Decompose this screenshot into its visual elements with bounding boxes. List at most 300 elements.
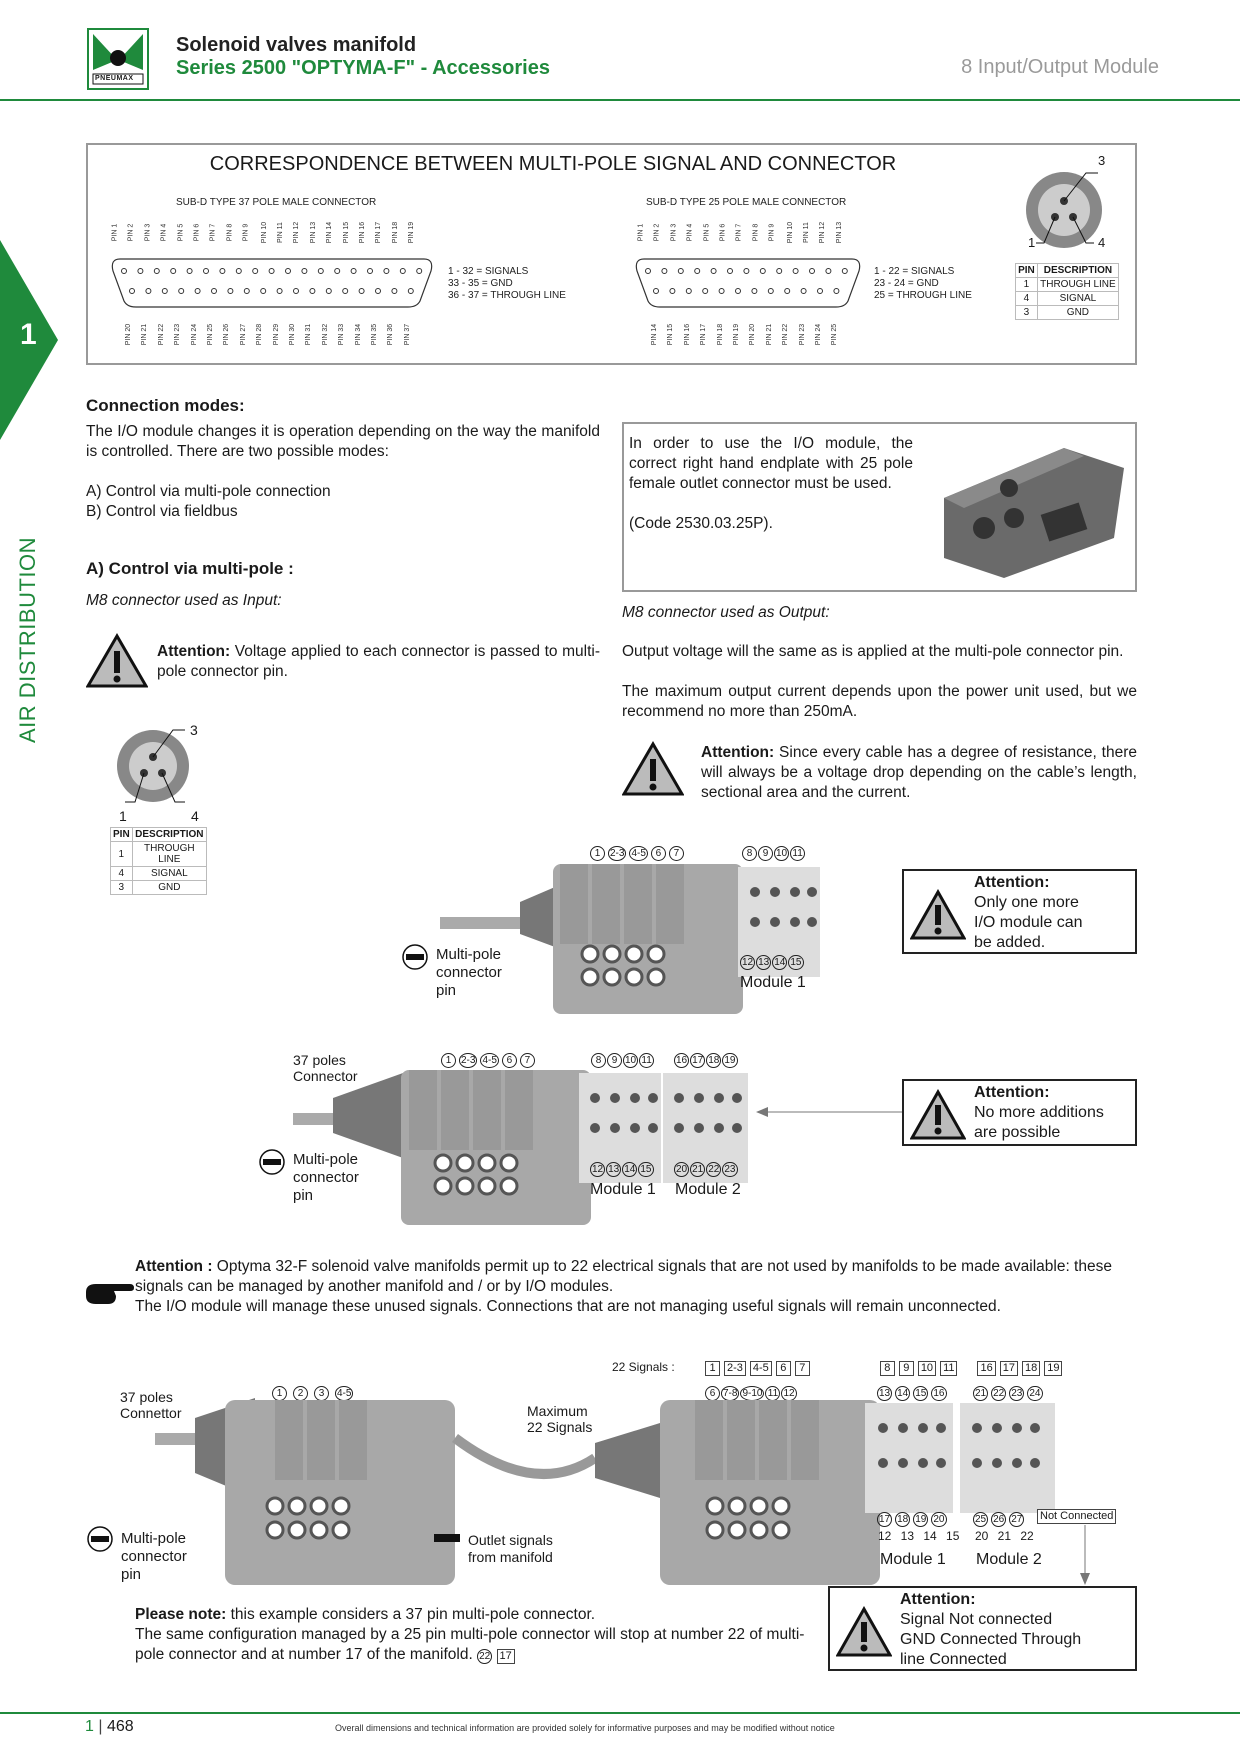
description-header: DESCRIPTION bbox=[132, 828, 206, 842]
circled-number: 4-5 bbox=[337, 1388, 352, 1399]
signal-box: 2-3 bbox=[724, 1361, 746, 1376]
desc-cell: THROUGH LINE bbox=[132, 842, 206, 867]
pin-label: PIN 19 bbox=[408, 221, 416, 244]
pin-dot bbox=[179, 289, 184, 294]
pin-label: PIN 13 bbox=[310, 221, 317, 244]
pin-label: PIN 31 bbox=[305, 323, 313, 346]
connector-37-label: 37 poles Connector bbox=[293, 1052, 358, 1084]
pin-label: PIN 27 bbox=[240, 323, 247, 346]
pin-label: PIN 10 bbox=[786, 221, 794, 244]
pin-dot bbox=[146, 289, 151, 294]
circled-number: 14 bbox=[897, 1388, 909, 1399]
pin-label: PIN 16 bbox=[359, 221, 367, 244]
pin-label: PIN 15 bbox=[667, 323, 675, 346]
legend-line: 1 - 22 = SIGNALS bbox=[874, 266, 955, 277]
circled-number: 25 bbox=[975, 1514, 987, 1525]
pin-label: PIN 6 bbox=[193, 223, 201, 242]
pneumax-logo bbox=[87, 28, 149, 90]
pin-dot bbox=[310, 289, 315, 294]
signals-row bbox=[705, 1358, 1085, 1376]
pin-dot bbox=[670, 289, 675, 294]
note-text: Optyma 32-F solenoid valve manifolds permit up to 22 electrical signals that are not used by manifolds to be made available: these signals can be managed by another manifold and / or by I/O modules. bbox=[135, 1258, 1112, 1295]
footer-disclaimer: Overall dimensions and technical information are provided solely for informative purposes and may be modified without notice bbox=[335, 1723, 835, 1733]
module1-label: Module 1 bbox=[740, 974, 806, 991]
warning-icon bbox=[622, 741, 684, 797]
legend-outlet-signals: Outlet signals from manifold bbox=[468, 1532, 553, 1565]
circled-number: 15 bbox=[790, 957, 802, 968]
pin-dot bbox=[359, 289, 364, 294]
attention-bold: Attention: bbox=[701, 744, 775, 761]
circled-number: 6 bbox=[705, 1386, 720, 1401]
conn25-shell bbox=[632, 255, 864, 311]
pin-label: PIN 18 bbox=[392, 221, 399, 244]
output-text-1: Output voltage will the same as is applied at the multi-pole connector pin. bbox=[622, 643, 1124, 660]
max-signals-label: Maximum 22 Signals bbox=[527, 1403, 593, 1435]
pin-cell: 1 bbox=[1016, 278, 1038, 292]
attention-text: Only one more I/O module can be added. bbox=[974, 894, 1083, 951]
diagram3-module2-bottom bbox=[973, 1509, 1027, 1527]
m8-label-4: 4 bbox=[1098, 235, 1106, 250]
desc-cell: GND bbox=[1037, 306, 1118, 320]
pin-dot bbox=[138, 269, 143, 274]
footer-chapter: 1 bbox=[85, 1718, 94, 1735]
input-caption: M8 connector used as Input: bbox=[86, 592, 282, 609]
attention-text: No more additions are possible bbox=[974, 1104, 1104, 1141]
page-number: 1 | 468 bbox=[85, 1718, 134, 1735]
diagram3-module1-bottom bbox=[877, 1509, 950, 1527]
diagram2-module1-bottom bbox=[590, 1159, 655, 1177]
arrow-icon bbox=[756, 1105, 904, 1119]
pin-label: PIN 33 bbox=[338, 323, 346, 346]
pin-dot bbox=[768, 289, 773, 294]
page-title: Solenoid valves manifold bbox=[176, 34, 417, 56]
pin-dot bbox=[326, 289, 331, 294]
signal-box: 18 bbox=[1022, 1361, 1040, 1376]
circled-number: 13 bbox=[879, 1388, 891, 1399]
circled-number: 21 bbox=[975, 1388, 987, 1399]
pin-label: PIN 22 bbox=[782, 323, 790, 346]
pin-label: PIN 7 bbox=[209, 223, 217, 242]
attention-box-1 bbox=[902, 869, 1137, 954]
circled-number: 7-8 bbox=[723, 1388, 738, 1399]
warning-icon bbox=[86, 633, 148, 689]
pin-cell: 3 bbox=[111, 881, 133, 895]
attention-text: Since every cable has a degree of resistance, there will always be a voltage drop depending on the cable’s length, sectional area and the current. bbox=[701, 744, 1137, 801]
circled-number: 17 bbox=[879, 1514, 891, 1525]
pin-dot bbox=[785, 289, 790, 294]
pin-label: PIN 7 bbox=[735, 223, 743, 242]
pin-label: PIN 2 bbox=[127, 223, 135, 242]
circled-number: 2-3 bbox=[461, 1055, 476, 1066]
pin-label: PIN 24 bbox=[190, 323, 198, 346]
legend-multipole-pin: Multi-pole connector pin bbox=[436, 946, 502, 999]
pin-label: PIN 24 bbox=[815, 323, 823, 346]
circled-number: 14 bbox=[624, 1164, 636, 1175]
pin-table-small bbox=[110, 827, 207, 895]
diagram2-module1-top bbox=[591, 1050, 655, 1068]
pin-label: PIN 25 bbox=[831, 323, 839, 346]
m8-label-1: 1 bbox=[1028, 235, 1036, 250]
pin-dot bbox=[384, 269, 389, 274]
pin-label: PIN 26 bbox=[223, 323, 231, 346]
pin-dot bbox=[654, 289, 659, 294]
chapter-number: 1 bbox=[20, 318, 37, 351]
connection-modes-heading: Connection modes: bbox=[86, 396, 245, 415]
signal-box: 17 bbox=[1000, 1361, 1018, 1376]
signal-box: 7 bbox=[795, 1361, 810, 1376]
circled-number: 22 bbox=[993, 1388, 1005, 1399]
pin-label: PIN 11 bbox=[276, 222, 284, 243]
pin-dot bbox=[261, 289, 266, 294]
circled-number: 24 bbox=[1029, 1388, 1041, 1399]
conn37-title: SUB-D TYPE 37 POLE MALE CONNECTOR bbox=[176, 197, 377, 208]
circled-number: 9 bbox=[607, 1053, 622, 1068]
conn37-shell bbox=[108, 255, 436, 311]
pointing-hand-icon bbox=[84, 1278, 134, 1308]
pin-dot bbox=[171, 269, 176, 274]
please-text: this example considers a 37 pin multi-pole connector. bbox=[226, 1606, 596, 1623]
circled-number: 9-10 bbox=[742, 1388, 763, 1399]
connettor-37-label: 37 poles Connettor bbox=[120, 1389, 182, 1421]
attention-note bbox=[135, 1257, 1140, 1317]
pin-dot bbox=[777, 269, 782, 274]
pin-dot bbox=[335, 269, 340, 274]
circled-number: 7 bbox=[520, 1053, 535, 1068]
circled-number: 2-3 bbox=[610, 848, 625, 859]
pin-dot bbox=[220, 269, 225, 274]
minus-circle-icon bbox=[401, 943, 429, 971]
m8-small-label-1: 1 bbox=[119, 808, 127, 824]
control-a-heading: A) Control via multi-pole : bbox=[86, 559, 294, 578]
attention-bold: Attention: bbox=[157, 643, 231, 660]
attention-title: Attention: bbox=[900, 1591, 976, 1608]
pin-dot bbox=[662, 269, 667, 274]
attention-title: Attention: bbox=[974, 874, 1050, 891]
signal-box: 4-5 bbox=[750, 1361, 772, 1376]
conn37-top-pins bbox=[110, 213, 416, 253]
pin-table bbox=[1015, 263, 1119, 320]
attention-title: Attention: bbox=[974, 1084, 1050, 1101]
pin-label: PIN 3 bbox=[144, 223, 152, 242]
pin-dot bbox=[834, 289, 839, 294]
pin-dot bbox=[212, 289, 217, 294]
pin-label: PIN 4 bbox=[160, 223, 168, 242]
m8-small-label-3: 3 bbox=[190, 722, 198, 738]
circled-number: 12 bbox=[742, 957, 754, 968]
circled-number: 8 bbox=[742, 846, 757, 861]
pin-dot bbox=[130, 289, 135, 294]
signals-label: 22 Signals : bbox=[612, 1360, 675, 1374]
pin-label: PIN 9 bbox=[768, 223, 776, 242]
circled-number: 19 bbox=[915, 1514, 927, 1525]
pin-label: PIN 1 bbox=[111, 223, 119, 242]
outlet-signal-icon bbox=[434, 1534, 460, 1542]
pin-label: PIN 8 bbox=[752, 223, 760, 242]
conn25-legend bbox=[874, 266, 972, 302]
vertical-chapter-label: AIR DISTRIBUTION bbox=[15, 536, 40, 744]
circled-number: 2 bbox=[293, 1386, 308, 1401]
pin-dot bbox=[392, 289, 397, 294]
pin-dot bbox=[801, 289, 806, 294]
pin-label: PIN 12 bbox=[293, 221, 301, 244]
pin-dot bbox=[236, 269, 241, 274]
circled-number: 22 bbox=[708, 1164, 720, 1175]
mode-b: B) Control via fieldbus bbox=[86, 503, 238, 520]
pin-dot bbox=[302, 269, 307, 274]
boxed-number: 17 bbox=[497, 1649, 515, 1664]
desc-cell: GND bbox=[132, 881, 206, 895]
pin-dot bbox=[294, 289, 299, 294]
pin-dot bbox=[752, 289, 757, 294]
pin-dot bbox=[187, 269, 192, 274]
pin-cell: 4 bbox=[111, 867, 133, 881]
pin-label: PIN 11 bbox=[802, 222, 810, 243]
pin-label: PIN 10 bbox=[260, 221, 268, 244]
legend-line: 25 = THROUGH LINE bbox=[874, 290, 972, 301]
desc-cell: SIGNAL bbox=[132, 867, 206, 881]
diagram2-module2-bottom bbox=[674, 1159, 739, 1177]
pin-label: PIN 17 bbox=[700, 323, 708, 346]
pin-label: PIN 9 bbox=[242, 223, 250, 242]
pin-label: PIN 18 bbox=[716, 323, 724, 346]
pin-dot bbox=[195, 289, 200, 294]
pin-label: PIN 14 bbox=[326, 221, 334, 244]
desc-cell: THROUGH LINE bbox=[1037, 278, 1118, 292]
please-bold: Please note: bbox=[135, 1606, 227, 1623]
legend-line: 23 - 24 = GND bbox=[874, 278, 939, 289]
pin-dot bbox=[744, 269, 749, 274]
pin-label: PIN 14 bbox=[651, 323, 659, 346]
footer-page: 468 bbox=[106, 1718, 134, 1735]
signal-box: 8 bbox=[880, 1361, 895, 1376]
circled-number: 27 bbox=[1011, 1514, 1023, 1525]
circled-number: 23 bbox=[724, 1164, 736, 1175]
diagram2-top-numbers bbox=[441, 1050, 538, 1068]
pin-dot bbox=[343, 289, 348, 294]
circled-number: 16 bbox=[933, 1388, 945, 1399]
pin-dot bbox=[277, 289, 282, 294]
pin-dot bbox=[408, 289, 413, 294]
signal-box: 10 bbox=[918, 1361, 936, 1376]
circled-number: 1 bbox=[590, 846, 605, 861]
circled-number: 11 bbox=[639, 1053, 654, 1068]
attention-box-3 bbox=[828, 1586, 1137, 1671]
pin-label: PIN 5 bbox=[702, 223, 710, 242]
pin-dot bbox=[351, 269, 356, 274]
pin-label: PIN 3 bbox=[670, 223, 678, 242]
pin-label: PIN 13 bbox=[836, 221, 843, 244]
module1-label: Module 1 bbox=[590, 1181, 656, 1198]
circled-number: 12 bbox=[592, 1164, 604, 1175]
connection-modes-text: The I/O module changes it is operation depending on the way the manifold is controlled. There are two possible modes: bbox=[86, 423, 600, 460]
circled-number: 1 bbox=[272, 1386, 287, 1401]
section-label: 8 Input/Output Module bbox=[961, 56, 1159, 78]
pin-dot bbox=[810, 269, 815, 274]
pin-label: PIN 21 bbox=[766, 323, 773, 346]
conn25-top-pins bbox=[636, 213, 846, 253]
correspondence-panel bbox=[86, 143, 1137, 365]
diagram2-module2-top bbox=[674, 1050, 739, 1068]
correspondence-title: CORRESPONDENCE BETWEEN MULTI-POLE SIGNAL AND CONNECTOR bbox=[209, 153, 897, 175]
attention-box-2 bbox=[902, 1079, 1137, 1146]
circled-number: 10 bbox=[776, 848, 788, 859]
output-caption: M8 connector used as Output: bbox=[622, 604, 830, 621]
pin-label: PIN 1 bbox=[637, 223, 645, 242]
pin-label: PIN 22 bbox=[158, 323, 165, 346]
signal-box: 1 bbox=[705, 1361, 720, 1376]
note-text-2: The I/O module will manage these unused signals. Connections that are not managing useful signals will remain unconnected. bbox=[135, 1298, 1001, 1315]
pin-label: PIN 4 bbox=[686, 223, 694, 242]
info-code: (Code 2530.03.25P). bbox=[629, 515, 773, 532]
pin-cell: 3 bbox=[1016, 306, 1038, 320]
pin-dot bbox=[204, 269, 209, 274]
diagram3-module1-bottom2: 12 13 14 15 bbox=[878, 1529, 960, 1543]
pin-dot bbox=[286, 269, 291, 274]
pin-dot bbox=[154, 269, 159, 274]
conn37-bottom-pins bbox=[118, 315, 418, 355]
conn25-title: SUB-D TYPE 25 POLE MALE CONNECTOR bbox=[646, 197, 847, 208]
logo-text: PNEUMAX bbox=[95, 75, 134, 82]
pin-label: PIN 35 bbox=[371, 323, 379, 346]
info-text: In order to use the I/O module, the correct right hand endplate with 25 pole female outlet connector must be used. bbox=[629, 435, 913, 492]
circled-number: 10 bbox=[625, 1055, 637, 1066]
circled-number: 16 bbox=[676, 1055, 688, 1066]
m8-label-3: 3 bbox=[1098, 153, 1106, 168]
circled-number: 18 bbox=[708, 1055, 720, 1066]
circled-number: 17 bbox=[692, 1055, 704, 1066]
legend-line: 36 - 37 = THROUGH LINE bbox=[448, 290, 566, 301]
pin-dot bbox=[678, 269, 683, 274]
m8-small-label-4: 4 bbox=[191, 808, 199, 824]
diagram1-module-bottom-numbers bbox=[740, 952, 805, 970]
pin-header: PIN bbox=[111, 828, 133, 842]
circled-number: 3 bbox=[314, 1386, 329, 1401]
circled-number: 1 bbox=[441, 1053, 456, 1068]
pin-label: PIN 29 bbox=[272, 323, 280, 346]
pin-label: PIN 23 bbox=[174, 323, 182, 346]
circled-number: 9 bbox=[758, 846, 773, 861]
pin-label: PIN 32 bbox=[322, 323, 329, 346]
pin-label: PIN 30 bbox=[289, 323, 297, 346]
output-text-2: The maximum output current depends upon the power unit used, but we recommend no more than 250mA. bbox=[622, 683, 1137, 720]
pin-dot bbox=[228, 289, 233, 294]
please-note bbox=[135, 1605, 815, 1665]
pin-label: PIN 20 bbox=[749, 323, 757, 346]
pin-label: PIN 8 bbox=[226, 223, 234, 242]
pin-cell: 1 bbox=[111, 842, 133, 867]
pin-label: PIN 36 bbox=[387, 323, 395, 346]
circled-number: 18 bbox=[897, 1514, 909, 1525]
signal-box: 16 bbox=[977, 1361, 995, 1376]
circled-number: 20 bbox=[933, 1514, 945, 1525]
circled-number: 6 bbox=[502, 1053, 517, 1068]
pin-dot bbox=[793, 269, 798, 274]
circled-number: 12 bbox=[783, 1388, 795, 1399]
arrow-down-icon bbox=[1078, 1525, 1092, 1585]
pin-label: PIN 37 bbox=[404, 323, 411, 346]
not-connected-label: Not Connected bbox=[1037, 1509, 1116, 1524]
pin-label: PIN 15 bbox=[342, 221, 350, 244]
pin-dot bbox=[417, 269, 422, 274]
pin-label: PIN 23 bbox=[798, 323, 806, 346]
diagram1-module-top-numbers bbox=[742, 843, 806, 861]
circled-number: 4-5 bbox=[482, 1055, 497, 1066]
pin-dot bbox=[122, 269, 127, 274]
legend-multipole-pin: Multi-pole connector pin bbox=[121, 1530, 187, 1583]
warning-icon bbox=[836, 1606, 892, 1658]
pin-label: PIN 12 bbox=[819, 221, 827, 244]
circled-number: 15 bbox=[640, 1164, 652, 1175]
pin-label: PIN 28 bbox=[256, 323, 264, 346]
pin-label: PIN 25 bbox=[207, 323, 215, 346]
circled-number: 11 bbox=[765, 1386, 780, 1401]
attention-text: Signal Not connected GND Connected Through line Connected bbox=[900, 1611, 1082, 1668]
attention-output bbox=[701, 743, 1137, 803]
diagram3-module2-bottom2: 20 21 22 bbox=[975, 1529, 1034, 1543]
circled-number: 11 bbox=[790, 846, 805, 861]
minus-circle-icon bbox=[86, 1525, 114, 1553]
please-text-2: The same configuration managed by a 25 pin multi-pole connector will stop at number 22 of multi-pole connector and at number 17 of the manifold. bbox=[135, 1626, 805, 1663]
signal-box: 19 bbox=[1044, 1361, 1062, 1376]
legend-multipole-pin: Multi-pole connector pin bbox=[293, 1151, 359, 1204]
conn37-legend bbox=[448, 266, 566, 302]
legend-line: 33 - 35 = GND bbox=[448, 278, 513, 289]
pin-dot bbox=[318, 269, 323, 274]
pin-label: PIN 2 bbox=[653, 223, 661, 242]
pin-dot bbox=[686, 289, 691, 294]
legend-line: 1 - 32 = SIGNALS bbox=[448, 266, 529, 277]
pin-dot bbox=[826, 269, 831, 274]
signal-box: 11 bbox=[940, 1361, 957, 1376]
circled-number: 13 bbox=[608, 1164, 620, 1175]
pin-dot bbox=[400, 269, 405, 274]
module1-label: Module 1 bbox=[880, 1551, 946, 1568]
diagram1-top-numbers bbox=[590, 843, 687, 861]
attention-text: Voltage applied to each connector is passed to multi-pole connector pin. bbox=[157, 643, 600, 680]
pin-label: PIN 17 bbox=[375, 221, 383, 244]
pin-dot bbox=[818, 289, 823, 294]
attention-input bbox=[157, 642, 600, 682]
circled-number: 26 bbox=[993, 1514, 1005, 1525]
page-subtitle: Series 2500 "OPTYMA-F" - Accessories bbox=[176, 57, 550, 79]
pin-label: PIN 34 bbox=[354, 323, 362, 346]
pin-dot bbox=[842, 269, 847, 274]
m8-connector-image bbox=[1024, 165, 1134, 255]
signal-box: 6 bbox=[776, 1361, 791, 1376]
header-rule bbox=[0, 99, 1240, 101]
pin-dot bbox=[253, 269, 258, 274]
circled-number: 14 bbox=[774, 957, 786, 968]
pin-dot bbox=[646, 269, 651, 274]
description-header: DESCRIPTION bbox=[1037, 264, 1118, 278]
pin-label: PIN 6 bbox=[719, 223, 727, 242]
conn25-bottom-pins bbox=[644, 315, 854, 355]
warning-icon bbox=[910, 1089, 966, 1141]
pin-dot bbox=[760, 269, 765, 274]
circled-number: 20 bbox=[676, 1164, 688, 1175]
module2-label: Module 2 bbox=[675, 1181, 741, 1198]
footer-rule bbox=[0, 1712, 1240, 1714]
circled-number: 13 bbox=[758, 957, 770, 968]
pin-dot bbox=[703, 289, 708, 294]
endplate-image bbox=[924, 428, 1129, 588]
circled-number: 7 bbox=[669, 846, 684, 861]
circled-number: 23 bbox=[1011, 1388, 1023, 1399]
pin-label: PIN 20 bbox=[125, 323, 133, 346]
info-box bbox=[622, 422, 1137, 592]
mode-a: A) Control via multi-pole connection bbox=[86, 483, 331, 500]
circled-number: 6 bbox=[651, 846, 666, 861]
